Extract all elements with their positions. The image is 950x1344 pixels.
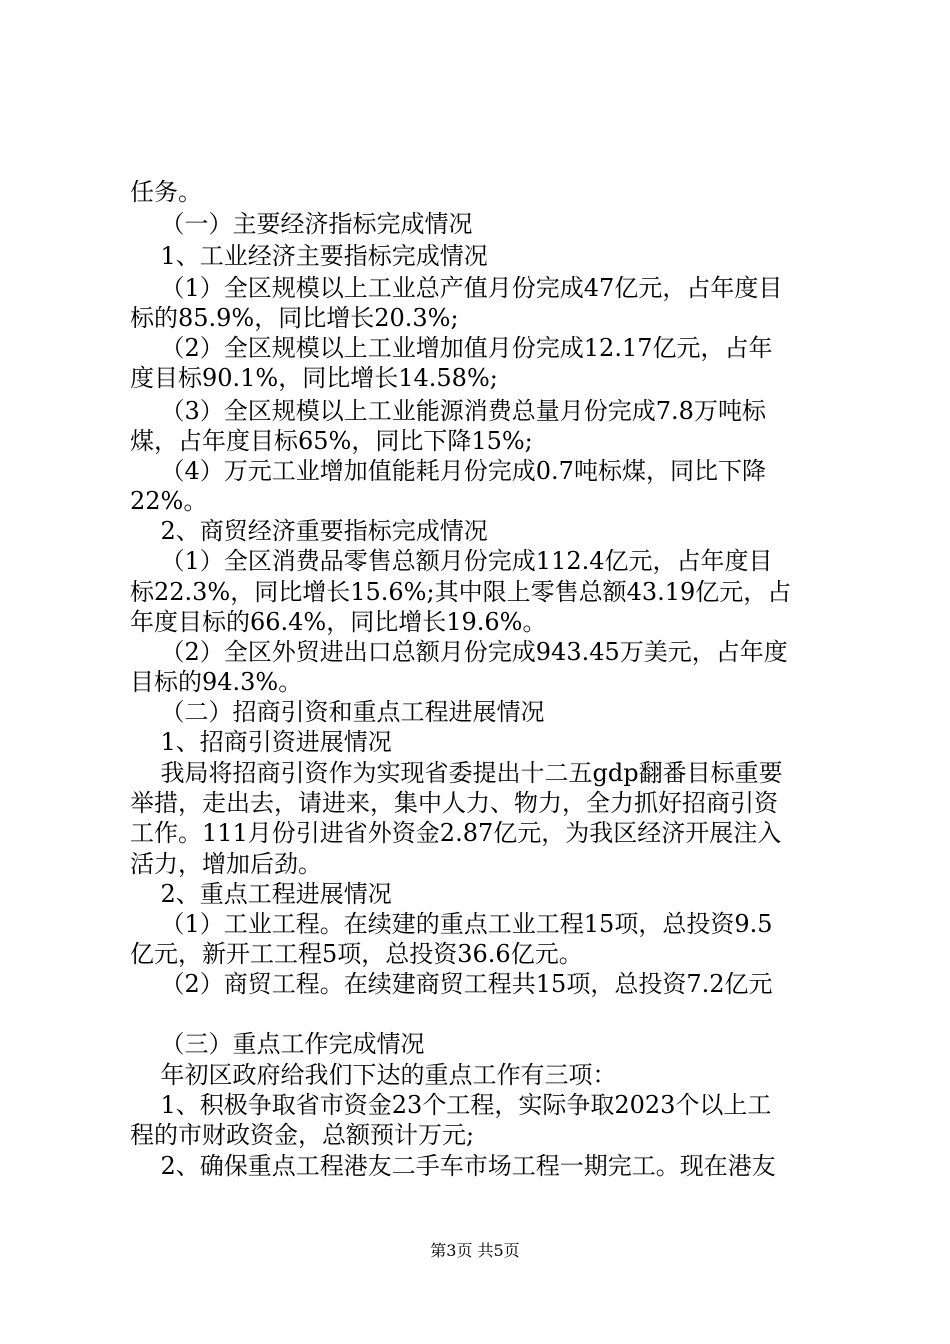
text-line: （2）全区外贸进出口总额月份完成943.45万美元，占年度 xyxy=(130,638,788,666)
text-line: 举措，走出去，请进来，集中人力、物力，全力抓好招商引资 xyxy=(130,789,778,817)
subsection-heading: 2、重点工程进展情况 xyxy=(130,880,392,908)
text-line: 1、积极争取省市资金23个工程，实际争取2023个以上工 xyxy=(130,1091,772,1119)
text-line: 我局将招商引资作为实现省委提出十二五gdp翻番目标重要 xyxy=(130,759,783,787)
section-heading: （一）主要经济指标完成情况 xyxy=(130,210,473,238)
text-line: 工作。111月份引进省外资金2.87亿元，为我区经济开展注入 xyxy=(130,819,782,847)
text-line: 煤，占年度目标65%，同比下降15%; xyxy=(130,427,533,455)
text-line: 目标的94.3%。 xyxy=(130,668,303,696)
text-line: 2、确保重点工程港友二手车市场工程一期完工。现在港友 xyxy=(130,1152,776,1180)
section-heading: （二）招商引资和重点工程进展情况 xyxy=(130,698,545,726)
text-line: 度目标90.1%，同比增长14.58%; xyxy=(130,364,498,392)
text-line: （2）商贸工程。在续建商贸工程共15项，总投资7.2亿元 xyxy=(130,970,773,998)
text-line: 年初区政府给我们下达的重点工作有三项： xyxy=(130,1061,617,1089)
text-line: （1）全区消费品零售总额月份完成112.4亿元，占年度目 xyxy=(130,547,773,575)
text-line: 程的市财政资金，总额预计万元; xyxy=(130,1121,475,1149)
text-line: 22%。 xyxy=(130,487,208,515)
text-line: （2）全区规模以上工业增加值月份完成12.17亿元，占年 xyxy=(130,334,773,362)
text-line: 亿元，新开工工程5项，总投资36.6亿元。 xyxy=(130,940,583,968)
text-line: 任务。 xyxy=(130,178,202,206)
section-heading: （三）重点工作完成情况 xyxy=(130,1030,425,1058)
text-line: （3）全区规模以上工业能源消费总量月份完成7.8万吨标 xyxy=(130,397,766,425)
text-line: 活力，增加后劲。 xyxy=(130,850,322,878)
subsection-heading: 2、商贸经济重要指标完成情况 xyxy=(130,517,488,545)
text-line: （1）全区规模以上工业总产值月份完成47亿元，占年度目 xyxy=(130,274,783,302)
text-line: 标的85.9%，同比增长20.3%; xyxy=(130,304,459,332)
text-line: （4）万元工业增加值能耗月份完成0.7吨标煤，同比下降 xyxy=(130,457,766,485)
subsection-heading: 1、招商引资进展情况 xyxy=(130,728,392,756)
page-number-footer: 第3页 共5页 xyxy=(430,1241,520,1260)
text-line: 年度目标的66.4%，同比增长19.6%。 xyxy=(130,608,547,636)
text-line: （1）工业工程。在续建的重点工业工程15项，总投资9.5 xyxy=(130,910,773,938)
text-line: 标22.3%，同比增长15.6%;其中限上零售总额43.19亿元，占 xyxy=(130,578,792,606)
subsection-heading: 1、工业经济主要指标完成情况 xyxy=(130,242,488,270)
